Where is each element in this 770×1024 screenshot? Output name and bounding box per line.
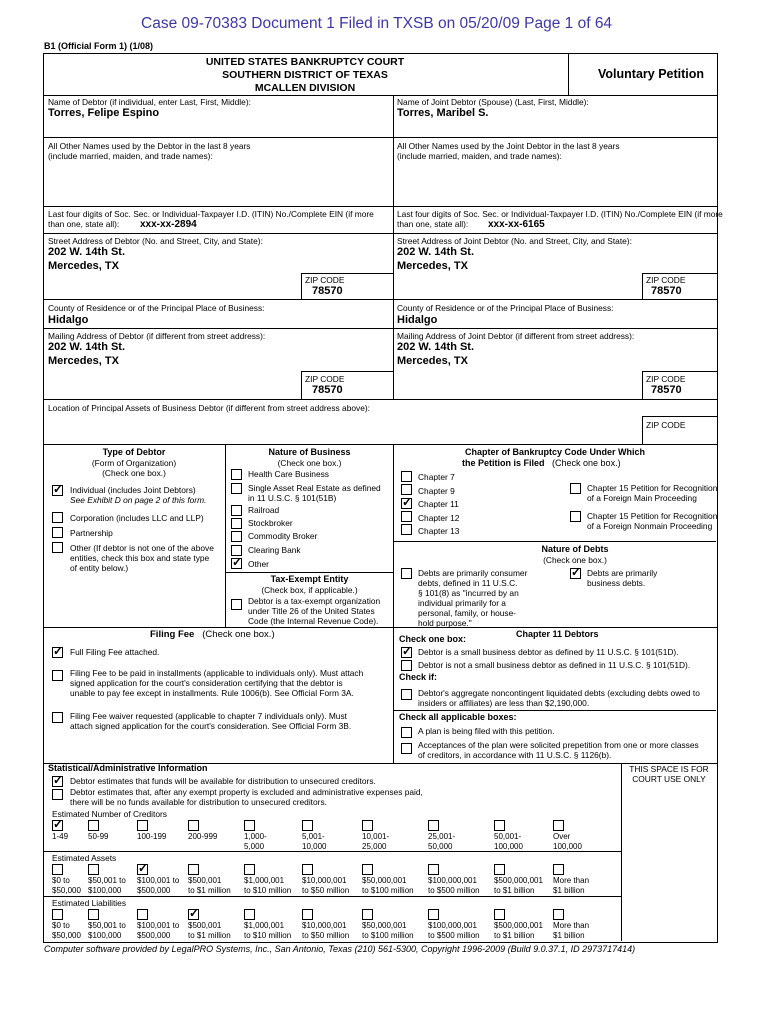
other-business-checkbox[interactable] xyxy=(231,558,242,569)
debtor-street-label: Street Address of Debtor (No. and Street, City, and State): xyxy=(48,236,263,246)
case-stamp: Case 09-70383 Document 1 Filed in TXSB on 05/20/09 Page 1 of 64 xyxy=(141,15,613,32)
nature-of-business-title: Nature of Business xyxy=(268,447,351,457)
other-entity-label-2: entities, check this box and state type xyxy=(70,553,210,563)
creditors-checkbox-10[interactable] xyxy=(553,820,564,831)
type-of-debtor-sub-2: (Check one box.) xyxy=(102,468,166,478)
debtor-mail-zip[interactable]: 78570 xyxy=(312,384,343,396)
assets-range-label: $100,000,001 xyxy=(428,876,477,885)
joint-other-names-label-1: All Other Names used by the Joint Debtor in the last 8 years xyxy=(397,141,620,151)
assets-range-label: to $100 million xyxy=(362,886,414,895)
consumer-debts-label-2: debts, defined in 11 U.S.C. xyxy=(418,578,518,588)
consumer-debts-label-4: individual primarily for a xyxy=(418,598,506,608)
plan-filed-label: A plan is being filed with this petition. xyxy=(418,726,555,736)
single-asset-label-1: Single Asset Real Estate as defined xyxy=(248,483,381,493)
tax-exempt-label-3: Code (the Internal Revenue Code). xyxy=(248,616,379,626)
creditors-range-label: 10,000 xyxy=(302,842,327,851)
creditors-range-label: 100-199 xyxy=(137,832,167,841)
debtor-county[interactable]: Hidalgo xyxy=(48,314,89,326)
single-asset-checkbox[interactable] xyxy=(231,483,242,494)
small-business-label: Debtor is a small business debtor as defined by 11 U.S.C. § 101(51D). xyxy=(418,647,679,657)
liabilities-range-label: $1,000,001 xyxy=(244,921,285,930)
no-funds-label-1: Debtor estimates that, after any exempt property is excluded and administrative expenses paid, xyxy=(70,787,423,797)
acceptances-checkbox[interactable] xyxy=(401,743,412,754)
creditors-range-label: 50,001- xyxy=(494,832,522,841)
creditors-checkbox-8[interactable] xyxy=(428,820,439,831)
assets-range-label: to $1 million xyxy=(188,886,231,895)
liabilities-label: Estimated Liabilities xyxy=(52,898,127,908)
other-entity-checkbox[interactable] xyxy=(52,542,63,553)
assets-range-label: to $50 million xyxy=(302,886,350,895)
health-care-label: Health Care Business xyxy=(248,469,329,479)
small-business-checkbox[interactable] xyxy=(401,647,412,658)
tax-exempt xyxy=(226,574,393,595)
acceptances-label-1: Acceptances of the plan were solicited prepetition from one or more classes xyxy=(418,740,699,750)
court-header xyxy=(150,56,460,95)
acceptances-label-2: of creditors, in accordance with 11 U.S.C. § 1126(b). xyxy=(418,750,612,760)
liabilities-range-label: to $500 million xyxy=(428,931,480,940)
business-debts-checkbox[interactable] xyxy=(570,568,581,579)
fee-waiver-label-2: attach signed application for the court's consideration. See Official Form 3B. xyxy=(70,721,352,731)
chapter-12-checkbox[interactable] xyxy=(401,511,412,522)
creditors-range-label: 5,000 xyxy=(244,842,265,851)
assets-checkbox-1[interactable] xyxy=(52,864,63,875)
filing-fee-header xyxy=(150,629,275,640)
funds-available-label: Debtor estimates that funds will be available for distribution to unsecured creditors. xyxy=(70,776,376,786)
consumer-debts-checkbox[interactable] xyxy=(401,568,412,579)
joint-name-label: Name of Joint Debtor (Spouse) (Last, First, Middle): xyxy=(397,97,589,107)
aggregate-debts-label-1: Debtor's aggregate noncontingent liquidated debts (excluding debts owed to xyxy=(418,688,700,698)
liabilities-checkbox-2[interactable] xyxy=(88,909,99,920)
assets-range-label: $1 billion xyxy=(553,886,585,895)
joint-ssn[interactable]: xxx-xx-6165 xyxy=(488,219,545,230)
assets-checkbox-5[interactable] xyxy=(244,864,255,875)
creditors-range-label: 100,000 xyxy=(494,842,523,851)
liabilities-checkbox-6[interactable] xyxy=(302,909,313,920)
single-asset-label-2: in 11 U.S.C. § 101(51B) xyxy=(248,493,337,503)
installments-label-3: unable to pay fee except in installments. Rule 1006(b). See Official Form 3A. xyxy=(70,688,354,698)
chapter-title-1: Chapter of Bankruptcy Code Under Which xyxy=(464,447,645,457)
liabilities-range-label: to $100 million xyxy=(362,931,414,940)
aggregate-debts-label-2: insiders or affiliates) are less than $2,190,000. xyxy=(418,698,590,708)
assets-range-label: $50,000 xyxy=(52,886,81,895)
creditors-checkbox-5[interactable] xyxy=(244,820,255,831)
joint-other-names-label-2: (include married, maiden, and trade names): xyxy=(397,151,562,161)
debtor-zip[interactable]: 78570 xyxy=(312,285,343,297)
chapter-7-label: Chapter 7 xyxy=(418,472,455,482)
creditors-checkbox-2[interactable] xyxy=(88,820,99,831)
no-funds-checkbox[interactable] xyxy=(52,789,63,800)
creditors-label: Estimated Number of Creditors xyxy=(52,809,167,819)
joint-street-label: Street Address of Joint Debtor (No. and Street, City, and State): xyxy=(397,236,632,246)
ch11-title: Chapter 11 Debtors xyxy=(516,629,599,639)
liabilities-checkbox-3[interactable] xyxy=(137,909,148,920)
joint-name[interactable]: Torres, Maribel S. xyxy=(397,107,489,119)
liabilities-range-label: $500,000,001 xyxy=(494,921,543,930)
joint-county-label: County of Residence or of the Principal Place of Business: xyxy=(397,303,614,313)
nature-of-business-sub: (Check one box.) xyxy=(277,458,342,468)
corporation-checkbox[interactable] xyxy=(52,512,63,523)
assets-range-label: to $10 million xyxy=(244,886,292,895)
joint-street-2[interactable]: Mercedes, TX xyxy=(397,260,468,272)
consumer-debts-label-1: Debts are primarily consumer xyxy=(418,568,528,578)
liabilities-range-label: to $1 million xyxy=(188,931,231,940)
individual-note: See Exhibit D on page 2 of this form. xyxy=(70,495,207,505)
business-debts-label-2: business debts. xyxy=(587,578,646,588)
assets-range-label: $500,000,001 xyxy=(494,876,543,885)
creditors-range-label: 25,000 xyxy=(362,842,387,851)
location-zip-label: ZIP CODE xyxy=(646,420,686,430)
debtor-mail-zip-label: ZIP CODE xyxy=(305,374,345,384)
court-use-2: COURT USE ONLY xyxy=(632,774,706,784)
liabilities-checkbox-5[interactable] xyxy=(244,909,255,920)
no-funds-label-2: there will be no funds available for distribution to unsecured creditors. xyxy=(70,797,327,807)
liabilities-range-label: to $1 billion xyxy=(494,931,535,940)
chapter-title-2-sub: (Check one box.) xyxy=(552,458,621,468)
installments-checkbox[interactable] xyxy=(52,670,63,681)
assets-range-label: $50,000,001 xyxy=(362,876,407,885)
assets-checkbox-3[interactable] xyxy=(137,864,148,875)
type-of-debtor-title: Type of Debtor xyxy=(102,447,166,457)
liabilities-checkbox-10[interactable] xyxy=(553,909,564,920)
liabilities-range-label: $500,001 xyxy=(188,921,222,930)
liabilities-checkbox-1[interactable] xyxy=(52,909,63,920)
debtor-street-1[interactable]: 202 W. 14th St. xyxy=(48,246,126,258)
assets-range-label: to $1 billion xyxy=(494,886,535,895)
liabilities-range-label: $50,001 to xyxy=(88,921,126,930)
court-line-1: UNITED STATES BANKRUPTCY COURT xyxy=(205,56,405,68)
creditors-checkbox-3[interactable] xyxy=(137,820,148,831)
creditors-range-label: 50-99 xyxy=(88,832,109,841)
installments-label-2: signed application for the court's consideration certifying that the debtor is xyxy=(70,678,343,688)
petition-title: Voluntary Petition xyxy=(598,67,705,81)
creditors-range-label: 200-999 xyxy=(188,832,218,841)
creditors-checkbox-7[interactable] xyxy=(362,820,373,831)
nature-of-business xyxy=(226,447,393,468)
assets-range-label: $0 to xyxy=(52,876,70,885)
chapter-11-label: Chapter 11 xyxy=(418,499,459,509)
type-of-debtor xyxy=(44,447,224,478)
chapter-title-2-main: the Petition is Filed xyxy=(462,458,545,468)
joint-ssn-label-2: than one, state all): xyxy=(397,219,469,229)
tax-exempt-title: Tax-Exempt Entity xyxy=(270,574,349,584)
creditors-range-label: 50,000 xyxy=(428,842,453,851)
joint-county[interactable]: Hidalgo xyxy=(397,314,438,326)
court-use-1: THIS SPACE IS FOR xyxy=(629,764,709,774)
railroad-checkbox[interactable] xyxy=(231,505,242,516)
liabilities-range-label: $50,000,001 xyxy=(362,921,407,930)
debtor-other-names-label-1: All Other Names used by the Debtor in the last 8 years xyxy=(48,141,251,151)
debtor-mail-label: Mailing Address of Debtor (if different from street address): xyxy=(48,331,266,341)
court-line-2: SOUTHERN DISTRICT OF TEXAS xyxy=(222,69,388,81)
court-line-3: MCALLEN DIVISION xyxy=(254,82,356,94)
individual-checkbox[interactable] xyxy=(52,485,63,496)
ch11-check-all: Check all applicable boxes: xyxy=(399,712,517,722)
creditors-range-label: 1-49 xyxy=(52,832,69,841)
filing-fee-title: Filing Fee xyxy=(150,629,195,640)
aggregate-debts-checkbox[interactable] xyxy=(401,689,412,700)
nature-debts-sub: (Check one box.) xyxy=(543,555,607,565)
assets-range-label: $500,000 xyxy=(137,886,171,895)
creditors-range-label: Over xyxy=(553,832,571,841)
other-business-label: Other xyxy=(248,559,269,569)
chapter-15-nonmain-label-2: of a Foreign Nonmain Proceeding xyxy=(587,521,713,531)
creditors-range-label: 10,001- xyxy=(362,832,390,841)
creditors-range-label: 1,000- xyxy=(244,832,267,841)
creditors-range-label: 5,001- xyxy=(302,832,325,841)
liabilities-checkbox-4[interactable] xyxy=(188,909,199,920)
debtor-mail-2[interactable]: Mercedes, TX xyxy=(48,355,119,367)
stockbroker-label: Stockbroker xyxy=(248,518,293,528)
tax-exempt-label-1: Debtor is a tax-exempt organization xyxy=(248,596,381,606)
chapter-9-label: Chapter 9 xyxy=(418,486,455,496)
liabilities-range-label: to $50 million xyxy=(302,931,350,940)
stockbroker-checkbox[interactable] xyxy=(231,518,242,529)
assets-range-label: $50,001 to xyxy=(88,876,126,885)
joint-ssn-label-1: Last four digits of Soc. Sec. or Individual-Taxpayer I.D. (ITIN) No./Complete EIN (if more xyxy=(397,209,723,219)
creditors-checkbox-6[interactable] xyxy=(302,820,313,831)
liabilities-range-label: $50,000 xyxy=(52,931,81,940)
creditors-checkbox-9[interactable] xyxy=(494,820,505,831)
location-label: Location of Principal Assets of Business Debtor (if different from street address above): xyxy=(48,403,370,413)
assets-range-label: $500,001 xyxy=(188,876,222,885)
chapter-11-checkbox[interactable] xyxy=(401,498,412,509)
assets-checkbox-4[interactable] xyxy=(188,864,199,875)
chapter-15-main-label-2: of a Foreign Main Proceeding xyxy=(587,493,697,503)
chapter-title-2 xyxy=(462,458,621,469)
liabilities-checkbox-8[interactable] xyxy=(428,909,439,920)
liabilities-range-label: $500,000 xyxy=(137,931,171,940)
fee-waiver-label-1: Filing Fee waiver requested (applicable to chapter 7 individuals only). Must xyxy=(70,711,347,721)
joint-zip-label: ZIP CODE xyxy=(646,275,686,285)
chapter-7-checkbox[interactable] xyxy=(401,471,412,482)
liabilities-checkbox-7[interactable] xyxy=(362,909,373,920)
assets-label: Estimated Assets xyxy=(52,853,117,863)
liabilities-range-label: $100,000 xyxy=(88,931,122,940)
commodity-broker-checkbox[interactable] xyxy=(231,531,242,542)
fee-waiver-checkbox[interactable] xyxy=(52,712,63,723)
tax-exempt-checkbox[interactable] xyxy=(231,599,242,610)
ch11-check-if: Check if: xyxy=(399,672,438,682)
stat-title: Statistical/Administrative Information xyxy=(48,763,208,773)
corporation-label: Corporation (includes LLC and LLP) xyxy=(70,513,204,523)
partnership-label: Partnership xyxy=(70,528,113,538)
footer-credit: Computer software provided by LegalPRO Systems, Inc., San Antonio, Texas (210) 561-5300, Copyright 1996-2009 (Build 9.0.37.1, ID 2973717414) xyxy=(44,944,636,954)
creditors-range-label: 100,000 xyxy=(553,842,582,851)
chapter-15-nonmain-label-1: Chapter 15 Petition for Recognition xyxy=(587,511,718,521)
debtor-zip-label: ZIP CODE xyxy=(305,275,345,285)
not-small-business-label: Debtor is not a small business debtor as defined in 11 U.S.C. § 101(51D). xyxy=(418,660,691,670)
tax-exempt-sub: (Check box, if applicable.) xyxy=(261,585,358,595)
debtor-ssn-label-1: Last four digits of Soc. Sec. or Individual-Taxpayer I.D. (ITIN) No./Complete EIN (if more xyxy=(48,209,374,219)
joint-mail-1[interactable]: 202 W. 14th St. xyxy=(397,341,475,353)
full-fee-checkbox[interactable] xyxy=(52,647,63,658)
chapter-13-label: Chapter 13 xyxy=(418,526,460,536)
installments-label-1: Filing Fee to be paid in installments (applicable to individuals only). Must attach xyxy=(70,668,364,678)
consumer-debts-label-3: § 101(8) as "incurred by an xyxy=(418,588,519,598)
debtor-name-label: Name of Debtor (if individual, enter Last, First, Middle): xyxy=(48,97,251,107)
chapter-13-checkbox[interactable] xyxy=(401,524,412,535)
debtor-ssn[interactable]: xxx-xx-2894 xyxy=(140,219,197,230)
assets-checkbox-2[interactable] xyxy=(88,864,99,875)
assets-range-label: $1,000,001 xyxy=(244,876,285,885)
assets-checkbox-8[interactable] xyxy=(428,864,439,875)
assets-range-label: $100,000 xyxy=(88,886,122,895)
business-debts-label-1: Debts are primarily xyxy=(587,568,658,578)
chapter-9-checkbox[interactable] xyxy=(401,484,412,495)
other-entity-label-1: Other (If debtor is not one of the above xyxy=(70,543,214,553)
partnership-checkbox[interactable] xyxy=(52,527,63,538)
liabilities-range-label: $100,001 to xyxy=(137,921,180,930)
type-of-debtor-sub-1: (Form of Organization) xyxy=(91,458,177,468)
creditors-checkbox-4[interactable] xyxy=(188,820,199,831)
health-care-checkbox[interactable] xyxy=(231,469,242,480)
consumer-debts-label-6: hold purpose." xyxy=(418,618,472,628)
assets-range-label: to $500 million xyxy=(428,886,480,895)
assets-range-label: $100,001 to xyxy=(137,876,180,885)
liabilities-range-label: $1 billion xyxy=(553,931,585,940)
individual-label: Individual (includes Joint Debtors) xyxy=(70,485,196,495)
joint-mail-zip[interactable]: 78570 xyxy=(651,384,682,396)
debtor-mail-1[interactable]: 202 W. 14th St. xyxy=(48,341,126,353)
form-id: B1 (Official Form 1) (1/08) xyxy=(44,41,154,51)
assets-range-label: $10,000,001 xyxy=(302,876,347,885)
chapter-15-nonmain-checkbox[interactable] xyxy=(570,511,581,522)
liabilities-range-label: $100,000,001 xyxy=(428,921,477,930)
debtor-other-names-label-2: (include married, maiden, and trade names): xyxy=(48,151,213,161)
not-small-business-checkbox[interactable] xyxy=(401,660,412,671)
filing-fee-sub: (Check one box.) xyxy=(202,629,275,640)
clearing-bank-label: Clearing Bank xyxy=(248,545,301,555)
liabilities-range-label: More than xyxy=(553,921,590,930)
creditors-checkbox-1[interactable] xyxy=(52,820,63,831)
liabilities-range-label: to $10 million xyxy=(244,931,292,940)
nature-debts-title: Nature of Debts xyxy=(541,544,609,554)
commodity-broker-label: Commodity Broker xyxy=(248,531,318,541)
joint-mail-2[interactable]: Mercedes, TX xyxy=(397,355,468,367)
liabilities-range-label: $10,000,001 xyxy=(302,921,347,930)
plan-filed-checkbox[interactable] xyxy=(401,727,412,738)
debtor-ssn-label-2: than one, state all): xyxy=(48,219,120,229)
assets-checkbox-6[interactable] xyxy=(302,864,313,875)
joint-street-1[interactable]: 202 W. 14th St. xyxy=(397,246,475,258)
funds-available-checkbox[interactable] xyxy=(52,776,63,787)
chapter-15-main-checkbox[interactable] xyxy=(570,483,581,494)
consumer-debts-label-5: personal, family, or house- xyxy=(418,608,517,618)
creditors-range-label: 25,001- xyxy=(428,832,456,841)
assets-checkbox-10[interactable] xyxy=(553,864,564,875)
ch11-check-one: Check one box: xyxy=(399,634,467,644)
debtor-county-label: County of Residence or of the Principal Place of Business: xyxy=(48,303,265,313)
other-entity-label-3: of entity below.) xyxy=(70,563,129,573)
assets-range-label: More than xyxy=(553,876,590,885)
chapter-12-label: Chapter 12 xyxy=(418,513,460,523)
full-fee-label: Full Filing Fee attached. xyxy=(70,647,160,657)
liabilities-checkbox-9[interactable] xyxy=(494,909,505,920)
assets-checkbox-9[interactable] xyxy=(494,864,505,875)
debtor-name[interactable]: Torres, Felipe Espino xyxy=(48,107,160,119)
debtor-street-2[interactable]: Mercedes, TX xyxy=(48,260,119,272)
liabilities-range-label: $0 to xyxy=(52,921,70,930)
assets-checkbox-7[interactable] xyxy=(362,864,373,875)
joint-zip[interactable]: 78570 xyxy=(651,285,682,297)
joint-mail-zip-label: ZIP CODE xyxy=(646,374,686,384)
chapter-15-main-label-1: Chapter 15 Petition for Recognition xyxy=(587,483,718,493)
tax-exempt-label-2: under Title 26 of the United States xyxy=(248,606,375,616)
railroad-label: Railroad xyxy=(248,505,280,515)
joint-mail-label: Mailing Address of Joint Debtor (if different from street address): xyxy=(397,331,635,341)
